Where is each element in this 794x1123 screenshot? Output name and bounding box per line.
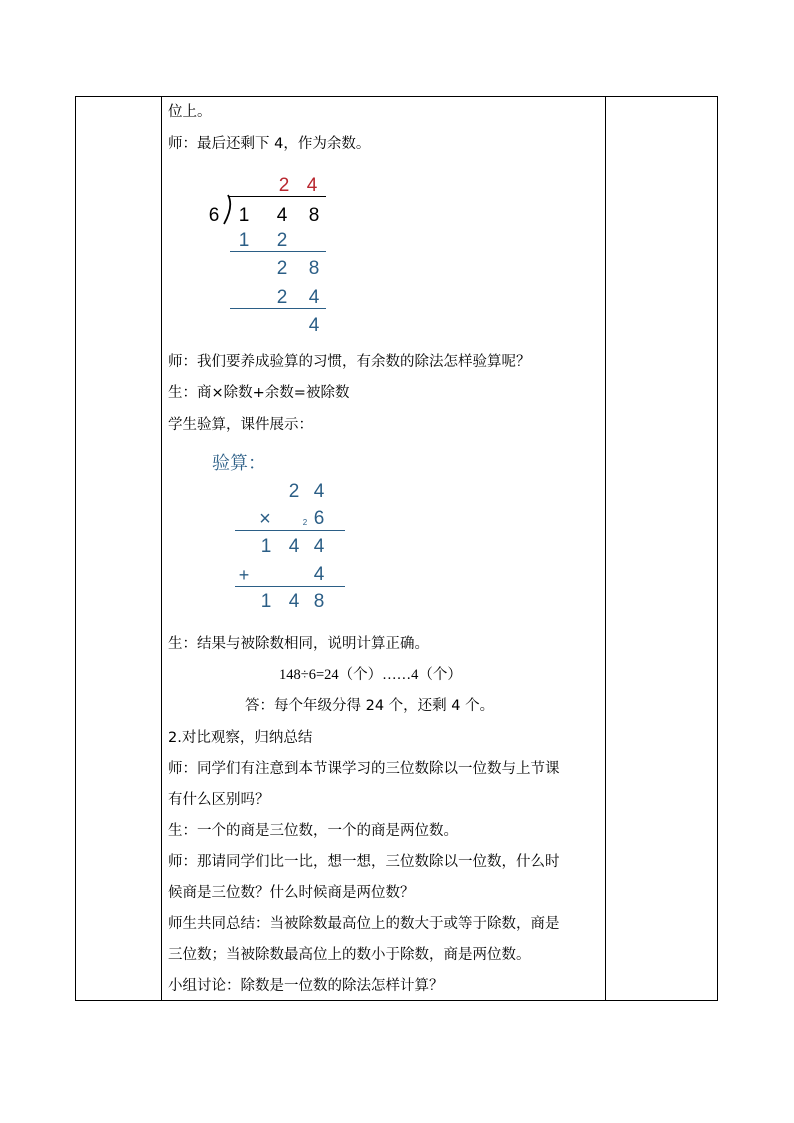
- equation-line: 148÷6=24（个）……4（个）: [279, 667, 462, 683]
- check-digit: 4: [288, 591, 300, 612]
- step-digit: 8: [308, 258, 320, 279]
- check-digit: 8: [313, 591, 325, 612]
- quotient-digit: 2: [278, 175, 290, 196]
- text-line: 生：结果与被除数相同，说明计算正确。: [168, 636, 429, 652]
- check-digit: 2: [288, 481, 300, 502]
- answer-line: 答：每个年级分得 24 个，还剩 4 个。: [245, 698, 495, 714]
- step-digit: 2: [276, 287, 288, 308]
- text-line: 位上。: [168, 104, 212, 120]
- check-digit: 4: [313, 536, 325, 557]
- column-divider-left: [161, 97, 162, 1000]
- check-title: 验算：: [212, 453, 266, 474]
- step-digit: 1: [238, 230, 250, 251]
- divisor: 6: [208, 205, 220, 226]
- step-digit: 2: [276, 230, 288, 251]
- check-digit: 4: [313, 481, 325, 502]
- dividend-digit: 1: [238, 205, 250, 226]
- text-line: 师生共同总结：当被除数最高位上的数大于或等于除数，商是: [168, 916, 560, 932]
- check-digit: 1: [260, 536, 272, 557]
- step-digit: 2: [276, 258, 288, 279]
- column-divider-right: [605, 97, 606, 1000]
- quotient-digit: 4: [306, 175, 318, 196]
- section-heading: 2.对比观察，归纳总结: [168, 730, 313, 746]
- division-bracket: [221, 194, 235, 228]
- step-digit: 4: [308, 287, 320, 308]
- text-line: 师：同学们有注意到本节课学习的三位数除以一位数与上节课: [168, 761, 560, 777]
- plus-sign: +: [238, 565, 250, 585]
- check-digit: 6: [313, 508, 325, 529]
- remainder: 4: [308, 315, 320, 336]
- text-line: 候商是三位数？什么时候商是两位数？: [168, 885, 415, 901]
- text-line: 小组讨论：除数是一位数的除法怎样计算？: [168, 978, 444, 994]
- times-sign: ×: [259, 508, 271, 530]
- text-line: 有什么区别吗？: [168, 792, 270, 808]
- check-digit: 4: [313, 564, 325, 585]
- text-line: 学生验算，课件展示：: [168, 417, 313, 433]
- text-line: 生：商×除数+余数=被除数: [168, 385, 350, 401]
- text-line: 生：一个的商是三位数，一个的商是两位数。: [168, 823, 458, 839]
- check-digit: 1: [260, 591, 272, 612]
- check-line: [235, 586, 345, 587]
- check-line: [235, 530, 345, 531]
- division-bar: [228, 196, 326, 197]
- dividend-digit: 8: [308, 205, 320, 226]
- check-digit: 4: [288, 536, 300, 557]
- carry-digit: 2: [302, 518, 308, 527]
- text-line: 三位数；当被除数最高位上的数小于除数，商是两位数。: [168, 947, 531, 963]
- text-line: 师：那请同学们比一比，想一想，三位数除以一位数，什么时: [168, 854, 560, 870]
- step-line: [230, 308, 326, 309]
- text-line: 师：最后还剩下 4，作为余数。: [168, 136, 371, 152]
- text-line: 师：我们要养成验算的习惯，有余数的除法怎样验算呢？: [168, 354, 531, 370]
- step-line: [230, 251, 326, 252]
- dividend-digit: 4: [276, 205, 288, 226]
